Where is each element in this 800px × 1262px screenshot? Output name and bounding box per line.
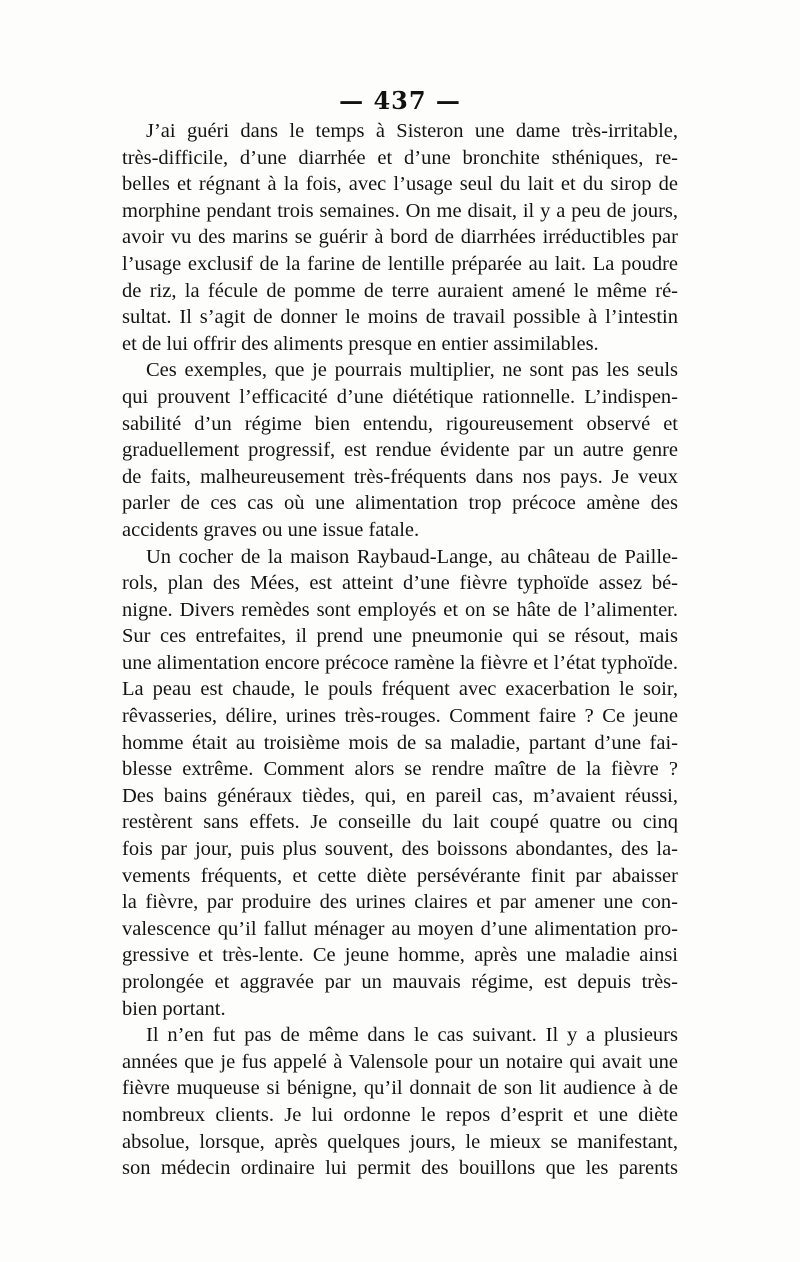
text-line: restèrent sans effets. Je conseille du lait coupé quatre ou cinq <box>122 811 678 834</box>
text-line: de riz, la fécule de pomme de terre auraient amené le même ré- <box>122 279 678 302</box>
text-line: Il n’en fut pas de même dans le cas suivant. Il y a plusieurs <box>146 1024 678 1047</box>
text-line: graduellement progressif, est rendue évidente par un autre genre <box>122 439 678 462</box>
text-line: nigne. Divers remèdes sont employés et on se hâte de l’alimenter. <box>122 598 678 621</box>
text-line: fièvre muqueuse si bénigne, qu’il donnait de son lit audience à de <box>122 1077 678 1100</box>
text-line: belles et régnant à la fois, avec l’usage seul du lait et du sirop de <box>122 173 678 196</box>
text-line: blesse extrême. Comment alors se rendre maître de la fièvre ? <box>122 758 678 781</box>
text-line: sabilité d’un régime bien entendu, rigoureusement observé et <box>122 412 678 435</box>
text-line: la fièvre, par produire des urines claires et par amener une con- <box>122 891 678 914</box>
text-line: Un cocher de la maison Raybaud-Lange, au château de Paille- <box>146 545 678 568</box>
text-line: nombreux clients. Je lui ordonne le repos d’esprit et une diète <box>122 1103 678 1126</box>
text-line: et de lui offrir des aliments presque en entier assimilables. <box>122 332 599 355</box>
text-line: bien portant. <box>122 997 226 1020</box>
text-line: son médecin ordinaire lui permit des bouillons que les parents <box>122 1157 678 1180</box>
text-line: gressive et très-lente. Ce jeune homme, après une maladie ainsi <box>122 944 678 967</box>
page-number: — 437 — <box>339 86 461 115</box>
text-line: une alimentation encore précoce ramène la fièvre et l’état typhoïde. <box>122 651 678 674</box>
text-line: accidents graves ou une issue fatale. <box>122 518 420 541</box>
text-line: l’usage exclusif de la farine de lentille préparée au lait. La poudre <box>122 252 678 275</box>
text-line: Sur ces entrefaites, il prend une pneumonie qui se résout, mais <box>122 625 678 648</box>
text-line: valescence qu’il fallut ménager au moyen d’une alimentation pro- <box>122 917 678 940</box>
text-line: Ces exemples, que je pourrais multiplier, ne sont pas les seuls <box>146 359 678 382</box>
text-line: qui prouvent l’efficacité d’une diététique rationnelle. L’indispen- <box>122 385 678 408</box>
text-line: vements fréquents, et cette diète persévérante finit par abaisser <box>122 864 678 887</box>
text-line: sultat. Il s’agit de donner le moins de travail possible à l’intestin <box>122 306 678 329</box>
text-line: parler de ces cas où une alimentation trop précoce amène des <box>122 492 678 515</box>
text-line: La peau est chaude, le pouls fréquent avec exacerbation le soir, <box>122 678 678 701</box>
text-line: de faits, malheureusement très-fréquents dans nos pays. Je veux <box>122 465 678 488</box>
text-line: fois par jour, puis plus souvent, des boissons abondantes, des la- <box>122 838 678 861</box>
text-line: Des bains généraux tièdes, qui, en pareil cas, m’avaient réussi, <box>122 784 678 807</box>
text-line: prolongée et aggravée par un mauvais régime, est depuis très- <box>122 971 678 993</box>
text-line: homme était au troisième mois de sa maladie, partant d’une fai- <box>122 731 678 754</box>
body-text <box>122 118 678 1182</box>
text-line: J’ai guéri dans le temps à Sisteron une dame très-irritable, <box>146 120 678 142</box>
text-line: avoir vu des marins se guérir à bord de diarrhées irréductibles par <box>122 226 678 249</box>
text-line: absolue, lorsque, après quelques jours, le mieux se manifestant, <box>122 1130 678 1153</box>
text-line: très-difficile, d’une diarrhée et d’une bronchite sthéniques, re- <box>122 146 678 169</box>
text-line: rols, plan des Mées, est atteint d’une fièvre typhoïde assez bé- <box>122 572 678 595</box>
text-line: années que je fus appelé à Valensole pour un notaire qui avait une <box>122 1050 678 1073</box>
text-line: morphine pendant trois semaines. On me disait, il y a peu de jours, <box>122 199 678 222</box>
text-line: rêvasseries, délire, urines très-rouges. Comment faire ? Ce jeune <box>122 705 678 728</box>
